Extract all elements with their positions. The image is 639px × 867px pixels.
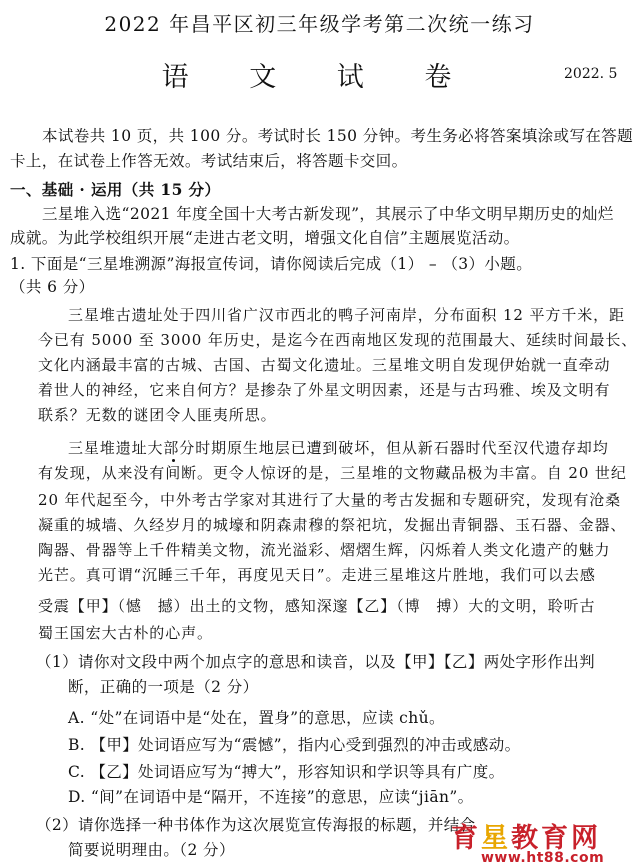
- watermark-brand: 育星教育网: [451, 823, 601, 854]
- instructions-line-1: 本试卷共 10 页，共 100 分。考试时长 150 分钟。考生务必将答案填涂或写在答题: [42, 127, 634, 145]
- passage-p2-line-2: [38, 463, 627, 483]
- option-c: C. 【乙】处词语应写为“搏大”，形容知识和学识等具有广度。: [68, 763, 505, 781]
- question-1-points: （共 6 分）: [10, 278, 95, 296]
- passage-p2-line-6: 光芒。真可谓“沉睡三千年，再度见天日”。走进三星堆这片胜地，我们可以去感: [38, 566, 596, 584]
- passage-p1-line-4: 着世人的神经，它来自何方？是掺杂了外星文明因素，还是与古玛雅、埃及文明有: [38, 381, 611, 399]
- watermark-url: www.ht88.com: [481, 850, 605, 866]
- exam-date: 2022. 5: [564, 66, 618, 82]
- subquestion-1-stem: （1）请你对文段中两个加点字的意思和读音，以及【甲】【乙】两处字形作出判: [36, 653, 596, 671]
- passage-p2-line-8: 蜀王国宏大古朴的心声。: [38, 624, 213, 642]
- dotted-char-jian: 间: [165, 464, 182, 482]
- subject-title: 语 文 试 卷: [161, 62, 478, 93]
- passage-p2-line-7: 受震【甲】（憾 撼）出土的文物，感知深邃【乙】（博 搏）大的文明，聆听古: [38, 597, 596, 615]
- passage-p2-line-2-part-a: 有发现，从来没有: [38, 464, 166, 482]
- passage-p1-line-1: 三星堆古遗址处于四川省广汉市西北的鸭子河南岸，分布面积 12 平方千米，距: [68, 306, 625, 324]
- option-a: A. “处”在词语中是“处在，置身”的意思，应读 chǔ。: [68, 709, 445, 727]
- passage-p1-line-5: 联系？无数的谜团令人匪夷所思。: [38, 406, 277, 424]
- instructions-line-2: 卡上，在试卷上作答无效。考试结束后，将答题卡交回。: [10, 152, 408, 170]
- watermark-star: 星: [481, 823, 511, 854]
- passage-p2-line-2-part-c: 断。更令人惊讶的是，三星堆的文物藏品极为丰富。自 20 世纪: [181, 464, 627, 482]
- section-heading: 一、基础 · 运用（共 15 分）: [10, 180, 221, 199]
- option-d: D. “间”在词语中是“隔开，不连接”的意思，应读“jiān”。: [68, 788, 474, 806]
- question-1-stem: 1. 下面是“三星堆溯源”海报宣传词，请你阅读后完成（1） – （3）小题。: [10, 255, 533, 273]
- passage-p2-line-1: 三星堆遗址大部分时期原生地层已遭到破坏，但从新石器时代至汉代遗存却均: [68, 439, 609, 457]
- subquestion-2-stem: （2）请你选择一种书体作为这次展览宣传海报的标题，并结合: [36, 816, 476, 834]
- passage-p2-line-4: 凝重的城墙、久经岁月的城壕和阴森肃穆的祭祀坑，发掘出青铜器、玉石器、金器、: [38, 516, 627, 534]
- option-b: B. 【甲】处词语应写为“震憾”，指内心受到强烈的冲击或感动。: [68, 736, 521, 754]
- site-watermark: [447, 816, 639, 867]
- section-intro-line-2: 成就。为此学校组织开展“走进古老文明，增强文化自信”主题展览活动。: [10, 229, 520, 247]
- section-intro-line-1: 三星堆入选“2021 年度全国十大考古新发现”，其展示了中华文明早期历史的灿烂: [42, 205, 614, 223]
- passage-p2-line-3: 20 年代起至今，中外考古学家对其进行了大量的考古发掘和专题研究，发现有沧桑: [38, 491, 622, 509]
- subquestion-2-stem-cont: 简要说明理由。（2 分）: [68, 841, 235, 859]
- subquestion-1-stem-cont: 断，正确的一项是（2 分）: [68, 678, 259, 696]
- passage-p1-line-3: 文化内涵最丰富的古城、古国、古蜀文化遗址。三星堆文明自发现伊始就一直牵动: [38, 356, 611, 374]
- passage-p1-line-2: 今已有 5000 至 3000 年历史，是迄今在西南地区发现的范围最大、延续时间最长、: [38, 331, 638, 349]
- passage-p2-line-5: 陶器、骨器等上千件精美文物，流光溢彩、熠熠生辉，闪烁着人类文化遗产的魅力: [38, 541, 611, 559]
- exam-title: 2022 年昌平区初三年级学考第二次统一练习: [104, 12, 535, 36]
